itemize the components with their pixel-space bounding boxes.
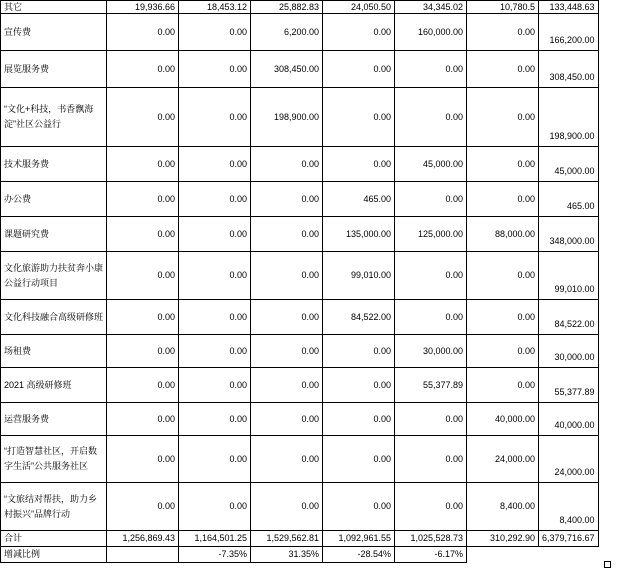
total-cell: 6,379,716.67 xyxy=(539,531,599,547)
value-cell: 0.00 xyxy=(251,252,323,300)
value-cell: 0.00 xyxy=(467,368,539,403)
total-cell: 24,000.00 xyxy=(539,436,599,483)
value-cell: 0.00 xyxy=(107,436,179,483)
table-row xyxy=(1,547,606,563)
value-cell: 1,092,961.55 xyxy=(323,531,395,547)
row-label: 课题研究费 xyxy=(1,217,107,252)
table-row xyxy=(1,403,606,436)
value-cell: 0.00 xyxy=(467,182,539,217)
value-cell: 0.00 xyxy=(107,51,179,88)
value-cell: 0.00 xyxy=(251,403,323,436)
value-cell: 0.00 xyxy=(395,88,467,147)
row-label: 文化旅游助力扶贫奔小康公益行动项目 xyxy=(1,252,107,300)
value-cell: 1,164,501.25 xyxy=(179,531,251,547)
value-cell: 31.35% xyxy=(251,547,323,563)
spacer-cell xyxy=(598,182,605,217)
value-cell: 308,450.00 xyxy=(251,51,323,88)
value-cell: 0.00 xyxy=(395,403,467,436)
value-cell: 125,000.00 xyxy=(395,217,467,252)
value-cell: 0.00 xyxy=(467,252,539,300)
value-cell: 0.00 xyxy=(107,300,179,335)
total-cell: 99,010.00 xyxy=(539,252,599,300)
value-cell: 0.00 xyxy=(395,483,467,531)
table-row xyxy=(1,368,606,403)
value-cell xyxy=(467,547,539,563)
value-cell: 0.00 xyxy=(179,483,251,531)
value-cell: 0.00 xyxy=(107,182,179,217)
spacer-cell xyxy=(598,300,605,335)
row-label: 办公费 xyxy=(1,182,107,217)
total-cell: 348,000.00 xyxy=(539,217,599,252)
value-cell: 0.00 xyxy=(179,147,251,182)
spacer-cell xyxy=(598,403,605,436)
value-cell: 0.00 xyxy=(251,147,323,182)
value-cell: 24,050.50 xyxy=(323,1,395,14)
value-cell: 0.00 xyxy=(179,182,251,217)
value-cell: 0.00 xyxy=(467,147,539,182)
value-cell: 0.00 xyxy=(251,483,323,531)
value-cell: 0.00 xyxy=(467,88,539,147)
value-cell: 0.00 xyxy=(323,403,395,436)
spacer-cell xyxy=(598,14,605,51)
row-label: “打造智慧社区，开启数字生活”公共服务社区 xyxy=(1,436,107,483)
value-cell: 0.00 xyxy=(323,483,395,531)
table-row xyxy=(1,335,606,368)
table-row xyxy=(1,147,606,182)
value-cell: 10,780.5 xyxy=(467,1,539,14)
spacer-cell xyxy=(598,51,605,88)
value-cell: 0.00 xyxy=(323,88,395,147)
row-label: “文旅结对帮扶，助力乡村振兴”品牌行动 xyxy=(1,483,107,531)
value-cell: 0.00 xyxy=(179,252,251,300)
value-cell: 0.00 xyxy=(323,368,395,403)
value-cell xyxy=(107,547,179,563)
value-cell: 0.00 xyxy=(323,335,395,368)
value-cell: 0.00 xyxy=(107,252,179,300)
value-cell: 0.00 xyxy=(179,368,251,403)
value-cell: 0.00 xyxy=(467,335,539,368)
table-row xyxy=(1,252,606,300)
total-cell: 166,200.00 xyxy=(539,14,599,51)
value-cell: 0.00 xyxy=(251,300,323,335)
value-cell: 88,000.00 xyxy=(467,217,539,252)
total-cell: 84,522.00 xyxy=(539,300,599,335)
spacer-cell xyxy=(598,147,605,182)
value-cell: 30,000.00 xyxy=(395,335,467,368)
spacer-cell xyxy=(598,335,605,368)
spacer-cell xyxy=(598,531,605,547)
value-cell: 84,522.00 xyxy=(323,300,395,335)
spacer-cell xyxy=(598,88,605,147)
value-cell: 0.00 xyxy=(323,436,395,483)
spacer-cell xyxy=(598,436,605,483)
value-cell: 0.00 xyxy=(107,147,179,182)
total-cell xyxy=(539,547,599,563)
row-label: 其它 xyxy=(1,1,107,14)
value-cell: 160,000.00 xyxy=(395,14,467,51)
table-row xyxy=(1,531,606,547)
spacer-cell xyxy=(598,483,605,531)
value-cell: 25,882.83 xyxy=(251,1,323,14)
value-cell: 1,025,528.73 xyxy=(395,531,467,547)
value-cell: 0.00 xyxy=(179,14,251,51)
value-cell: 0.00 xyxy=(467,14,539,51)
value-cell: 24,000.00 xyxy=(467,436,539,483)
value-cell: 19,936.66 xyxy=(107,1,179,14)
value-cell: 0.00 xyxy=(107,368,179,403)
resize-handle[interactable] xyxy=(604,561,611,568)
table-row xyxy=(1,217,606,252)
total-cell: 40,000.00 xyxy=(539,403,599,436)
value-cell: 0.00 xyxy=(251,368,323,403)
value-cell: 0.00 xyxy=(179,51,251,88)
value-cell: -7.35% xyxy=(179,547,251,563)
value-cell: 0.00 xyxy=(251,436,323,483)
value-cell: 0.00 xyxy=(395,182,467,217)
total-cell: 55,377.89 xyxy=(539,368,599,403)
row-label: 合计 xyxy=(1,531,107,547)
spacer-cell xyxy=(598,368,605,403)
value-cell: 0.00 xyxy=(323,14,395,51)
value-cell: 0.00 xyxy=(107,88,179,147)
total-cell: 30,000.00 xyxy=(539,335,599,368)
table-row xyxy=(1,436,606,483)
row-label: 展览服务费 xyxy=(1,51,107,88)
value-cell: 45,000.00 xyxy=(395,147,467,182)
value-cell: 0.00 xyxy=(395,252,467,300)
row-label: 2021 高级研修班 xyxy=(1,368,107,403)
value-cell: 0.00 xyxy=(179,217,251,252)
total-cell: 8,400.00 xyxy=(539,483,599,531)
value-cell: 0.00 xyxy=(107,217,179,252)
value-cell: 0.00 xyxy=(107,14,179,51)
value-cell: 0.00 xyxy=(251,335,323,368)
value-cell: 198,900.00 xyxy=(251,88,323,147)
table-row xyxy=(1,1,606,14)
value-cell: -6.17% xyxy=(395,547,467,563)
table-body xyxy=(1,1,606,563)
value-cell: 0.00 xyxy=(323,51,395,88)
value-cell: 0.00 xyxy=(251,182,323,217)
value-cell: 0.00 xyxy=(107,403,179,436)
total-cell: 45,000.00 xyxy=(539,147,599,182)
value-cell: 0.00 xyxy=(395,300,467,335)
table-row xyxy=(1,88,606,147)
value-cell: 0.00 xyxy=(395,436,467,483)
row-label: 运营服务费 xyxy=(1,403,107,436)
row-label: 场租费 xyxy=(1,335,107,368)
row-label: 增减比例 xyxy=(1,547,107,563)
value-cell: 8,400.00 xyxy=(467,483,539,531)
value-cell: 6,200.00 xyxy=(251,14,323,51)
value-cell: 0.00 xyxy=(179,403,251,436)
table-row xyxy=(1,51,606,88)
value-cell: -28.54% xyxy=(323,547,395,563)
table-row xyxy=(1,182,606,217)
value-cell: 135,000.00 xyxy=(323,217,395,252)
value-cell: 0.00 xyxy=(467,51,539,88)
value-cell: 310,292.90 xyxy=(467,531,539,547)
row-label: 文化科技融合高级研修班 xyxy=(1,300,107,335)
row-label: 宣传费 xyxy=(1,14,107,51)
spacer-cell xyxy=(598,1,605,14)
value-cell: 0.00 xyxy=(107,483,179,531)
value-cell: 55,377.89 xyxy=(395,368,467,403)
value-cell: 0.00 xyxy=(179,88,251,147)
value-cell: 0.00 xyxy=(323,147,395,182)
value-cell: 0.00 xyxy=(107,335,179,368)
value-cell: 1,529,562.81 xyxy=(251,531,323,547)
value-cell: 99,010.00 xyxy=(323,252,395,300)
value-cell: 34,345.02 xyxy=(395,1,467,14)
total-cell: 465.00 xyxy=(539,182,599,217)
value-cell: 18,453.12 xyxy=(179,1,251,14)
value-cell: 0.00 xyxy=(467,300,539,335)
row-label: “文化+科技，书香飘海淀”社区公益行 xyxy=(1,88,107,147)
spacer-cell xyxy=(598,252,605,300)
value-cell: 0.00 xyxy=(251,217,323,252)
value-cell: 465.00 xyxy=(323,182,395,217)
value-cell: 0.00 xyxy=(179,335,251,368)
table-row xyxy=(1,300,606,335)
total-cell: 133,448.63 xyxy=(539,1,599,14)
row-label: 技术服务费 xyxy=(1,147,107,182)
total-cell: 308,450.00 xyxy=(539,51,599,88)
value-cell: 40,000.00 xyxy=(467,403,539,436)
value-cell: 0.00 xyxy=(395,51,467,88)
spacer-cell xyxy=(598,217,605,252)
value-cell: 0.00 xyxy=(179,300,251,335)
table-row xyxy=(1,14,606,51)
total-cell: 198,900.00 xyxy=(539,88,599,147)
value-cell: 1,256,869.43 xyxy=(107,531,179,547)
value-cell: 0.00 xyxy=(179,436,251,483)
table-row xyxy=(1,483,606,531)
